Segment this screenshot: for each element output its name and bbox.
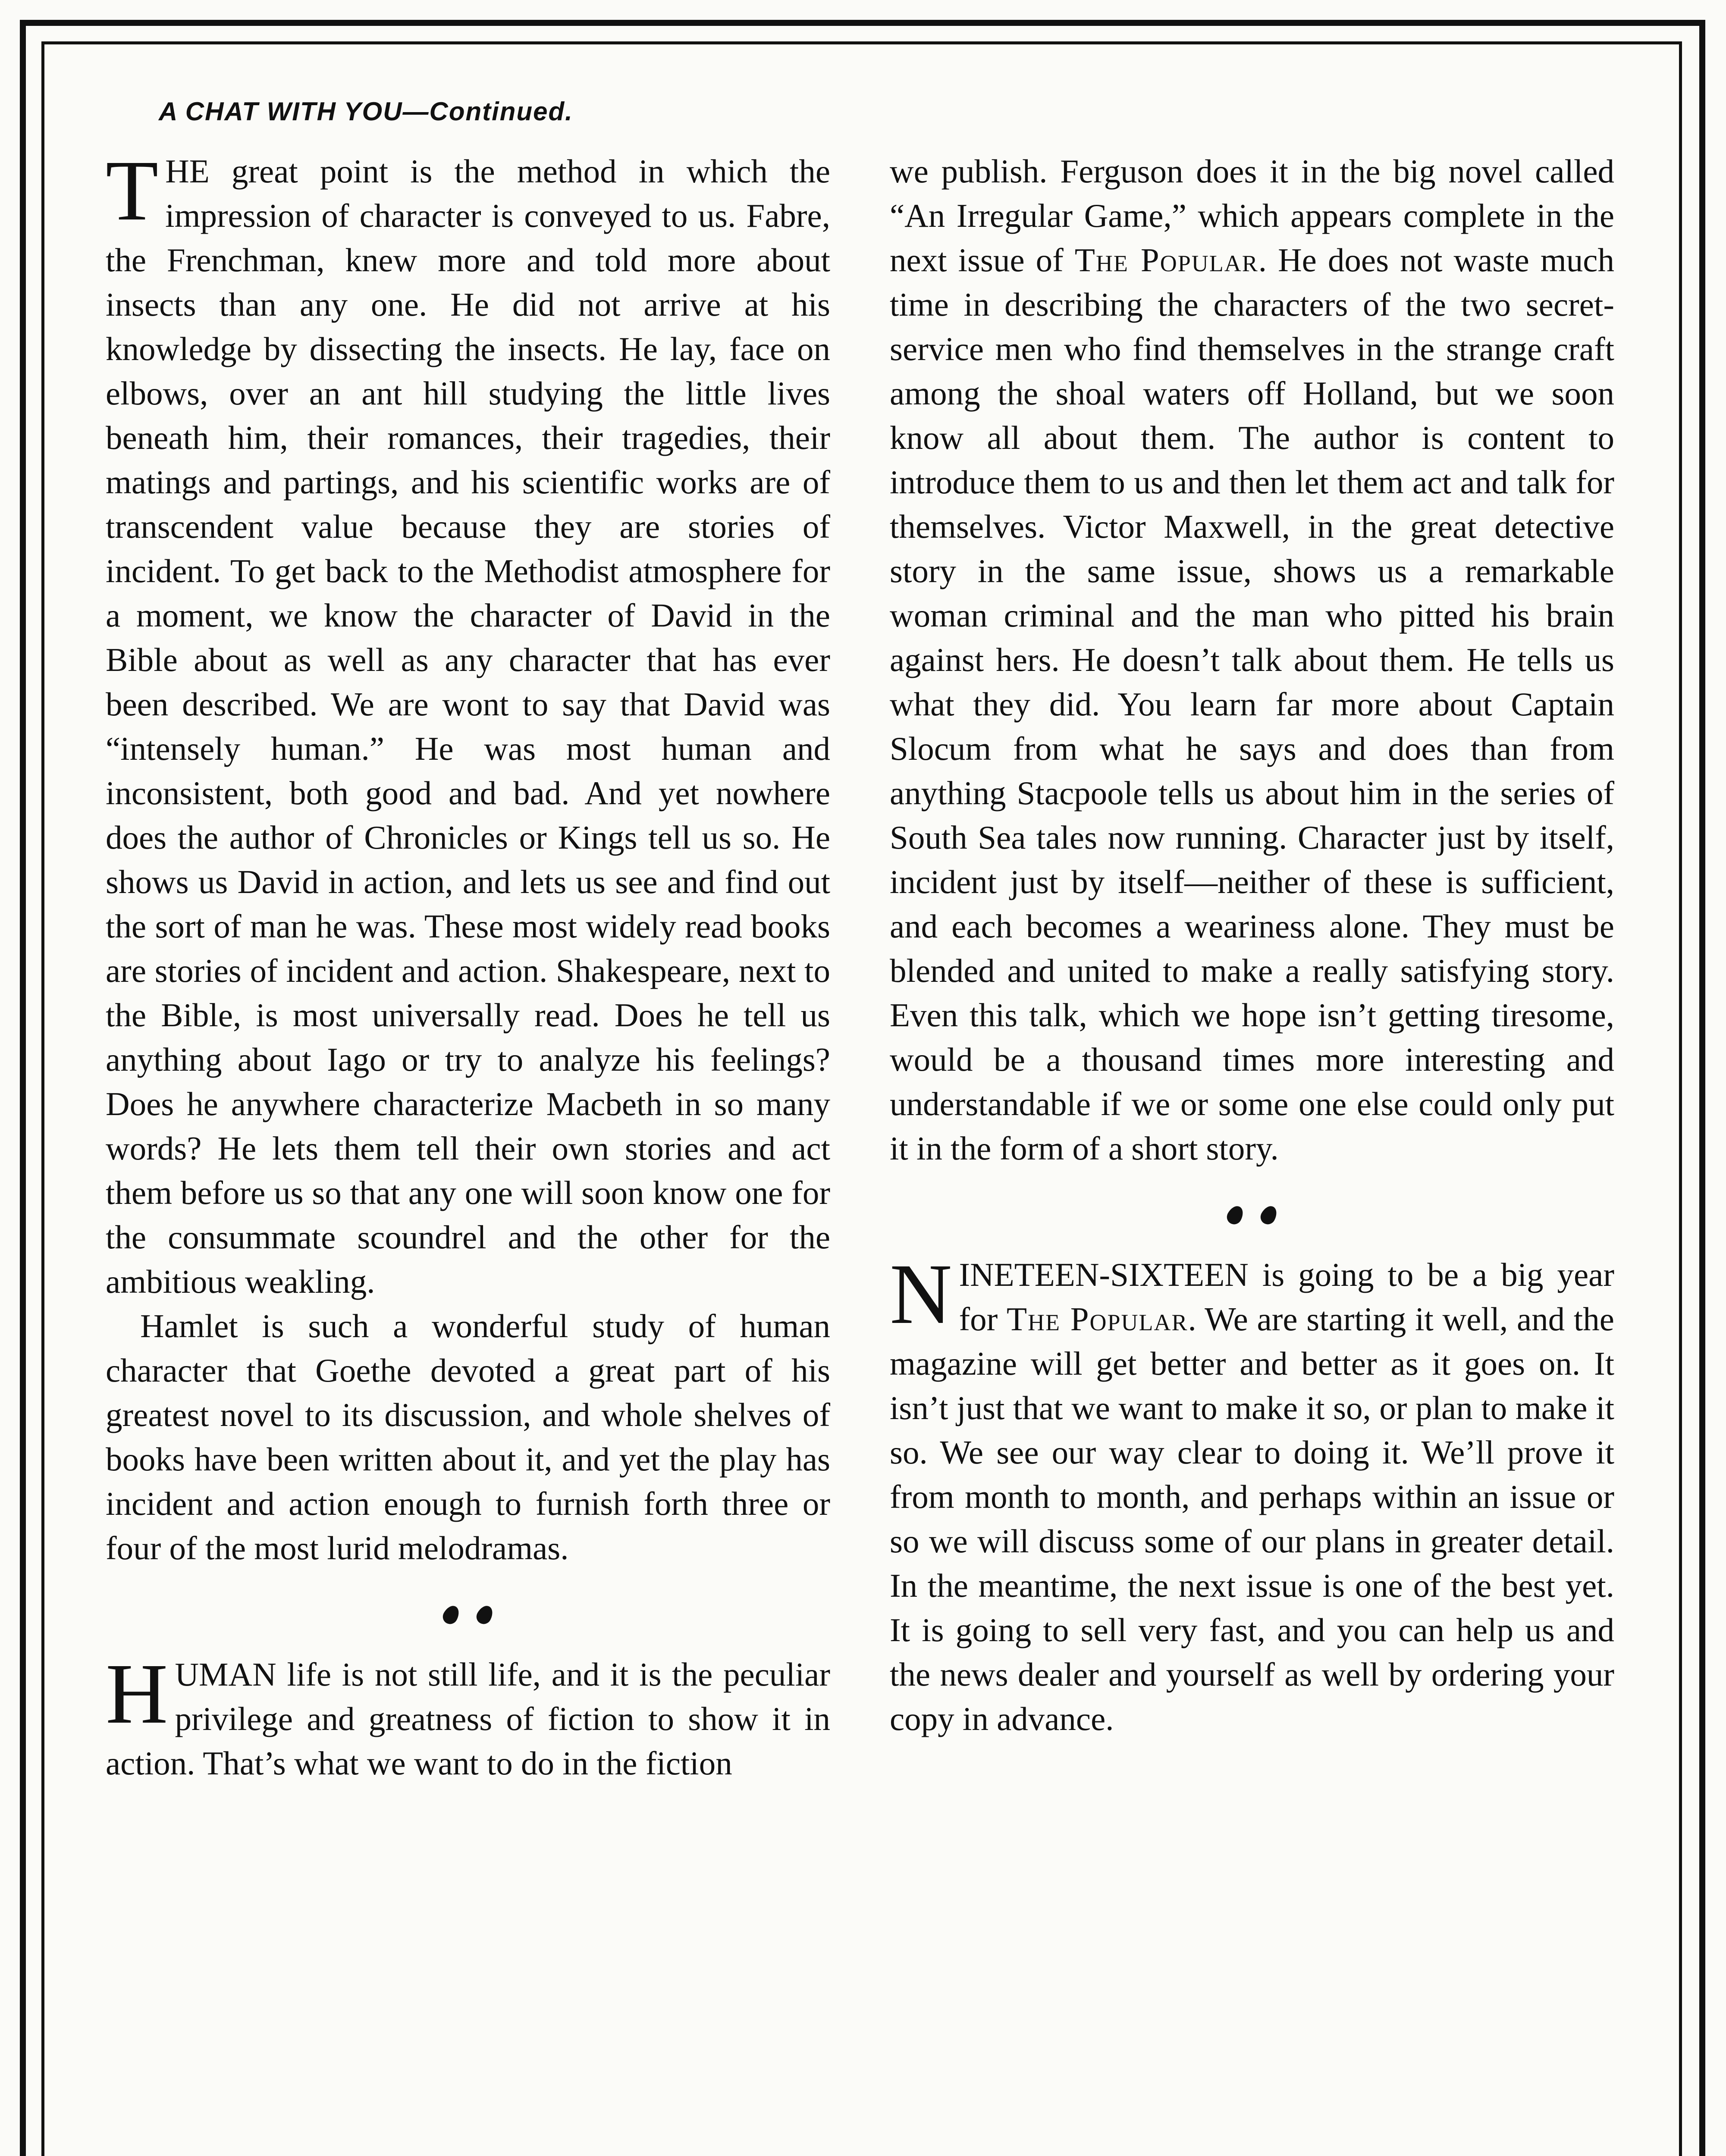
section-separator (106, 1570, 830, 1652)
paragraph-1916-text-a: INETEEN-SIXTEEN is going to be a big year for (959, 1256, 1614, 1338)
paragraph-fabre (106, 143, 830, 1304)
left-column (106, 143, 830, 1786)
paragraph-hamlet: Hamlet is such a wonderful study of human character that Goethe devoted a great part of his greatest novel to its discussion, and whole shelves of books have been written about it, and yet the play has incident and action enough to furnish forth three or four of the most lurid melodramas. (106, 1307, 830, 1567)
magazine-name: The Popular (1074, 241, 1258, 279)
paragraph-ferguson-text-b: . He does not waste much time in describing the characters of the two secret-service men who find themselves in the strange craft among the shoal waters off Holland, but we soon know all about them. The author is content to introduce them to us and then let them act and talk for themselves. Victor Maxwell, in the great detective story in the same issue, shows us a remarkable woman criminal and the man who pitted his brain against hers. He doesn’t talk about them. He tells us what they did. You learn far more about Captain Slocum from what he says and does than from anything Stacpoole tells us about him in the series of South Sea tales now running. Character just by itself, incident just by itself—neither of these is sufficient, and each becomes a weariness alone. They must be blended and united to make a really satisfying story. Even this talk, which we hope isn’t getting tiresome, would be a thousand times more interesting and understandable if we or some one else could only put it in the form of a short story. (890, 241, 1614, 1167)
section-separator (890, 1171, 1614, 1253)
paragraph-human-life (106, 1646, 830, 1786)
paragraph-ferguson-text-a: we publish. Ferguson does it in the big novel called “An Irregular Game,” which appears complete in the next issue of (890, 153, 1614, 279)
paragraph-1916 (890, 1247, 1614, 1741)
paragraph-ferguson (890, 149, 1614, 1171)
leaf-ornament-icon (440, 1603, 462, 1627)
paragraph-1916-text-b: . We are starting it well, and the magazine will get better and better as it goes on. It isn’t just that we want to make it so, or plan to make it so. We see our way clear to doing it. We’ll prove it from month to month, and perhaps within an issue or so we will discuss some of our plans in greater detail. In the meantime, the next issue is one of the best yet. It is going to sell very fast, and you can help us and the news dealer and yourself as well by ordering your copy in advance. (890, 1300, 1614, 1737)
leaf-ornament-icon (1258, 1203, 1280, 1227)
drop-cap-n: N (890, 1247, 952, 1342)
paragraph-human-life-text: UMAN life is not still life, and it is the peculiar privilege and greatness of fiction to show it in action. That’s what we want to do in the fiction (106, 1656, 830, 1782)
running-head: A CHAT WITH YOU—Continued. (159, 97, 573, 126)
leaf-ornament-icon (474, 1603, 496, 1627)
paragraph-fabre-text: HE great point is the method in which the impression of character is conveyed to us. Fabre, the Frenchman, knew more and told more about insects than any one. He did not arrive at his knowledge by dissecting the insects. He lay, face on elbows, over an ant hill studying the little lives beneath him, their romances, their tragedies, their matings and partings, and his scientific works are of transcendent value because they are stories of incident. To get back to the Methodist atmosphere for a moment, we know the character of David in the Bible about as well as any character that has ever been described. We are wont to say that David was “intensely human.” He was most human and inconsistent, both good and bad. And yet nowhere does the author of Chronicles or Kings tell us so. He shows us David in action, and lets us see and find out the sort of man he was. These most widely read books are stories of incident and action. Shakespeare, next to the Bible, is most universally read. Does he tell us anything about Iago or try to analyze his feelings? Does he anywhere characterize Macbeth in so many words? He lets them tell their own stories and act them before us so that any one will soon know one for the consummate scoundrel and the other for the ambitious weakling. (106, 153, 830, 1300)
drop-cap-h: H (106, 1646, 168, 1742)
right-column (890, 149, 1614, 1741)
drop-cap-t: T (106, 143, 159, 238)
leaf-ornament-icon (1224, 1203, 1246, 1227)
magazine-name: The Popular (1006, 1300, 1188, 1338)
